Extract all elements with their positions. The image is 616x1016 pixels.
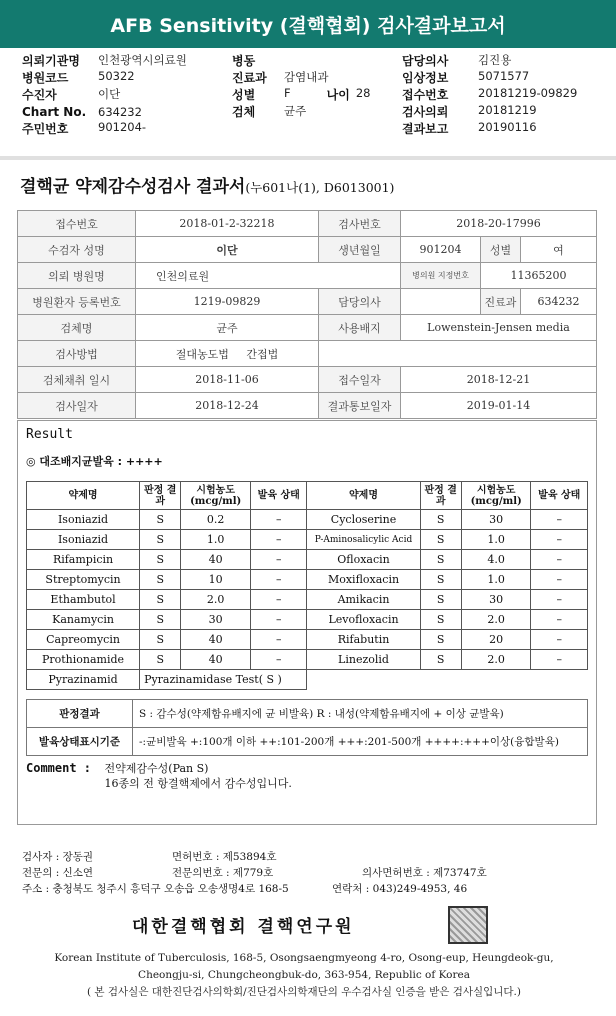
drug-cell: Capreomycin — [27, 630, 140, 650]
comment: Comment : 전약제감수성(Pan S) 16종의 전 항결핵제에서 감수성입니다. — [26, 761, 292, 790]
drug-cell: S — [140, 510, 181, 530]
drug-col-header: 판정 결과 — [420, 482, 461, 510]
drug-cell: – — [531, 570, 588, 590]
legend-value: S : 감수성(약제함유배지에 균 비발육) R : 내성(약제함유배지에 + 이상 균발육) — [133, 700, 588, 728]
drug-cell: S — [420, 570, 461, 590]
drug-cell: S — [420, 530, 461, 550]
drug-cell: – — [531, 650, 588, 670]
patient-info — [22, 52, 602, 137]
info-value: 이단 — [98, 87, 121, 101]
info-value: 김진용 — [478, 53, 512, 67]
info-value: 감염내과 — [284, 70, 329, 84]
drug-cell: Streptomycin — [27, 570, 140, 590]
info-label: Chart No. — [22, 104, 87, 119]
drug-cell: 1.0 — [461, 570, 531, 590]
drug-cell: Isoniazid — [27, 510, 140, 530]
info-label: 검사의뢰 — [402, 105, 449, 119]
drug-cell: 30 — [181, 610, 251, 630]
drug-cell: Prothionamide — [27, 650, 140, 670]
drug-cell: S — [140, 630, 181, 650]
legend-key: 발육상태표시기준 — [27, 728, 133, 756]
drug-cell: S — [420, 510, 461, 530]
drug-cell: S — [420, 650, 461, 670]
drug-col-header: 시험농도 (mcg/ml) — [461, 482, 531, 510]
drug-col-header: 판정 결과 — [140, 482, 181, 510]
legend-value: -:균비발육 +:100개 이하 ++:101-200개 +++:201-500개 ++++:+++이상(융합발육) — [133, 728, 588, 756]
drug-cell: S — [140, 610, 181, 630]
footer — [22, 848, 592, 896]
drug-col-header: 시험농도 (mcg/ml) — [181, 482, 251, 510]
info-label: 결과보고 — [402, 122, 449, 136]
drug-col-header: 발육 상태 — [531, 482, 588, 510]
legend-table — [26, 699, 588, 756]
drug-cell: P-Aminosalicylic Acid — [307, 530, 420, 550]
drug-cell: – — [250, 510, 307, 530]
drug-col-header: 약제명 — [27, 482, 140, 510]
table-row — [27, 630, 588, 650]
drug-cell: – — [250, 530, 307, 550]
info-label: 진료과 — [232, 71, 267, 85]
footer-text: 면허번호 : 제53894호 — [172, 850, 277, 863]
drug-cell: S — [140, 590, 181, 610]
page-title: AFB Sensitivity (결핵협회) 검사결과보고서 — [110, 14, 506, 37]
info-label: 수진자 — [22, 88, 57, 102]
info-label: 접수번호 — [402, 88, 449, 102]
info-label: 검체 — [232, 105, 256, 119]
drug-cell: Linezolid — [307, 650, 420, 670]
drug-cell: S — [420, 610, 461, 630]
table-row — [27, 650, 588, 670]
info-value: 5071577 — [478, 69, 530, 83]
drug-col-header: 약제명 — [307, 482, 420, 510]
drug-cell: S — [140, 650, 181, 670]
drug-cell: – — [250, 550, 307, 570]
drug-cell: – — [250, 630, 307, 650]
drug-col-header: 발육 상태 — [250, 482, 307, 510]
drug-cell: S — [140, 550, 181, 570]
drug-cell: – — [250, 570, 307, 590]
table-row — [27, 610, 588, 630]
drug-table — [26, 481, 588, 690]
legend-key: 판정결과 — [27, 700, 133, 728]
english-address: Korean Institute of Tuberculosis, 168-5, Osongsaengmyeong 4-ro, Osong-eup, Heungdeok-gu, Cheongju-si, Chungcheongbuk-do, 363-954, Republic of Korea ( 본 검사실은 대한진단검사의학회/진단검사의학재단의 우수검사실 인증을 받은 검사실입니다.) — [54, 952, 554, 998]
footer-text: 전문의번호 : 제779호 — [172, 866, 274, 879]
table-row — [27, 550, 588, 570]
drug-cell: Ethambutol — [27, 590, 140, 610]
drug-cell: 30 — [461, 590, 531, 610]
report-document — [14, 172, 604, 1012]
drug-cell: S — [140, 530, 181, 550]
drug-cell: 2.0 — [181, 590, 251, 610]
drug-cell: 1.0 — [181, 530, 251, 550]
drug-cell: 10 — [181, 570, 251, 590]
report-header-bar — [0, 0, 616, 48]
drug-cell: Moxifloxacin — [307, 570, 420, 590]
result-section — [17, 420, 597, 825]
drug-cell: Rifampicin — [27, 550, 140, 570]
table-row — [27, 530, 588, 550]
result-label: Result — [26, 427, 73, 442]
footer-text: 연락처 : 043)249-4953, 46 — [332, 882, 468, 895]
drug-cell: – — [250, 610, 307, 630]
info-label: 의뢰기관명 — [22, 54, 80, 68]
info-label: 임상정보 — [402, 71, 449, 85]
drug-cell: Rifabutin — [307, 630, 420, 650]
control-growth: ◎ 대조배지균발육 : ++++ — [26, 455, 163, 468]
drug-cell: 2.0 — [461, 610, 531, 630]
drug-cell: – — [531, 510, 588, 530]
info-value: 균주 — [284, 104, 307, 118]
drug-cell: Levofloxacin — [307, 610, 420, 630]
official-seal — [448, 906, 488, 944]
organization-name: 대한결핵협회 결핵연구원 — [132, 917, 355, 937]
footer-text: 의사면허번호 : 제73747호 — [362, 866, 487, 879]
drug-cell: Cycloserine — [307, 510, 420, 530]
drug-cell: – — [250, 590, 307, 610]
drug-cell: Ofloxacin — [307, 550, 420, 570]
info-value: F — [284, 86, 291, 100]
drug-cell: 20 — [461, 630, 531, 650]
report-header-table: 접수번호 2018-01-2-32218 검사번호 2018-20-17996 수검자 성명 이단 생년월일 901204 성별 여 의뢰 병원명 인천의료원 병의원 지정번호 11365200 병원환자 등록번호 1219-09829 담당의사 진료과 634232 검체명 균주 사용배지 Lowenstein-Jensen media 검사방법 절대농도법 간접법 검체채취 일시 2018-11-06 접수일자 2018-12-21 검사일자 2018-12-24 결과통보일자 2019-01-14 — [17, 210, 597, 419]
table-row — [27, 510, 588, 530]
drug-cell: – — [531, 630, 588, 650]
drug-cell: Pyrazinamidase Test( S ) — [140, 670, 307, 690]
info-value: 인천광역시의료원 — [98, 53, 187, 67]
drug-cell: Isoniazid — [27, 530, 140, 550]
drug-cell: 40 — [181, 650, 251, 670]
drug-cell: – — [531, 550, 588, 570]
drug-cell: – — [531, 530, 588, 550]
footer-text: 주소 : 충청북도 청주시 흥덕구 오송읍 오송생명4로 168-5 — [22, 882, 289, 895]
drug-cell: – — [531, 590, 588, 610]
info-label: 담당의사 — [402, 54, 449, 68]
report-title: 결핵균 약제감수성검사 결과서(누601나(1), D6013001) — [20, 177, 395, 197]
info-label: 병동 — [232, 54, 256, 68]
info-label: 주민번호 — [22, 122, 69, 136]
drug-cell: Pyrazinamid — [27, 670, 140, 690]
info-value: 20190116 — [478, 120, 537, 134]
table-row — [27, 570, 588, 590]
table-row — [27, 590, 588, 610]
drug-cell: – — [531, 610, 588, 630]
drug-cell: 1.0 — [461, 530, 531, 550]
report-code: (누601나(1), D6013001) — [245, 180, 395, 195]
info-label: 성별 — [232, 88, 256, 102]
info-value: 901204- — [98, 120, 147, 134]
drug-cell: S — [420, 550, 461, 570]
divider — [0, 156, 616, 160]
drug-cell: S — [420, 590, 461, 610]
info-value: 634232 — [98, 104, 142, 119]
info-value: 50322 — [98, 69, 135, 83]
age-value: 28 — [355, 86, 371, 100]
age-label: 나이 — [326, 88, 350, 102]
info-label: 병원코드 — [22, 71, 69, 85]
footer-text: 검사자 : 장동권 — [22, 850, 94, 863]
footer-text: 전문의 : 신소연 — [22, 866, 94, 879]
drug-cell: 0.2 — [181, 510, 251, 530]
drug-cell: S — [140, 570, 181, 590]
drug-cell: – — [250, 650, 307, 670]
drug-cell: Amikacin — [307, 590, 420, 610]
drug-cell: 40 — [181, 630, 251, 650]
drug-cell: 2.0 — [461, 650, 531, 670]
drug-cell: 4.0 — [461, 550, 531, 570]
drug-cell: 40 — [181, 550, 251, 570]
info-value: 20181219 — [478, 103, 537, 117]
drug-cell: S — [420, 630, 461, 650]
drug-cell: Kanamycin — [27, 610, 140, 630]
drug-cell: 30 — [461, 510, 531, 530]
info-value: 20181219-09829 — [478, 86, 578, 100]
